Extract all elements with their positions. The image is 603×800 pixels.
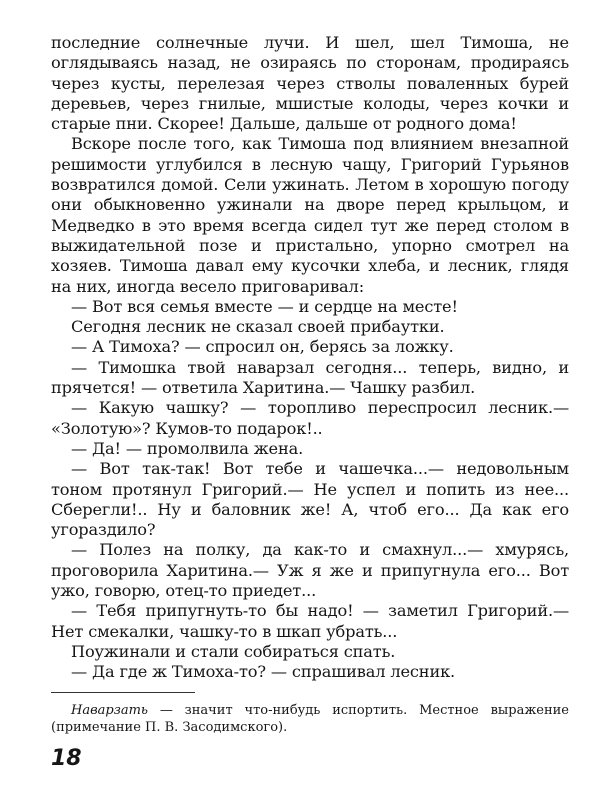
- paragraph: — Да где ж Тимоха-то? — спрашивал лесник.: [71, 662, 456, 682]
- paragraph: — Вот вся семья вместе — и сердце на месте!: [71, 296, 458, 316]
- paragraph: — Да! — промолвила жена.: [71, 438, 304, 458]
- paragraph: Сегодня лесник не сказал своей прибаутки.: [71, 317, 445, 337]
- paragraph: — Полез на полку, да как-то и смахнул...— хмурясь, проговорила Харитина.— Уж я же и припугнула его... Вот ужо, говорю, отец-то приедет...: [51, 540, 569, 601]
- footnote: [51, 702, 569, 736]
- paragraph: Вскоре после того, как Тимоша под влиянием внезапной решимости углубился в лесную чащу, Григорий Гурьянов возвратился домой. Сели ужинать. Летом в хорошую погоду они обыкновенно ужинали на дворе перед крыльцом, и Медведко в это время всегда сидел тут же перед столом в выжидательной позе и пристально, упорно смотрел на хозяев. Тимоша давал ему кусочки хлеба, и лесник, глядя на них, иногда весело приговаривал:: [51, 134, 569, 296]
- paragraph: — Какую чашку? — торопливо переспросил лесник.— «Золотую»? Кумов-то подарок!..: [51, 398, 569, 438]
- paragraph: — Тимошка твой наварзал сегодня... теперь, видно, и прячется! — ответила Харитина.— Чашку разбил.: [51, 357, 569, 398]
- footnote-text: — значит что-нибудь испортить. Местное выражение (примечание П. В. Засодимского).: [51, 703, 569, 735]
- paragraph: — А Тимоха? — спросил он, берясь за ложку.: [71, 337, 454, 357]
- paragraph: — Тебя припугнуть-то бы надо! — заметил Григорий.— Нет смекалки, чашку-то в шкап убрать...: [51, 601, 569, 641]
- paragraph: Поужинали и стали собираться спать.: [71, 641, 396, 661]
- paragraph: — Вот так-так! Вот тебе и чашечка...— недовольным тоном протянул Григорий.— Не успел и попить из нее... Сберегли!.. Ну и баловник же! А, чтоб его... Да как его угораздило?: [51, 459, 569, 540]
- paragraph: последние солнечные лучи. И шел, шел Тимоша, не оглядываясь назад, не озираясь по сторонам, продираясь через кусты, перелезая через стволы поваленных бурей деревьев, через гнилые, мшистые колоды, через кочки и старые пни. Скорее! Дальше, дальше от родного дома!: [51, 33, 569, 134]
- page-number: 18: [51, 746, 82, 771]
- footnote-divider: [51, 692, 195, 693]
- footnote-term: Наварзать: [71, 703, 148, 718]
- main-text: [51, 33, 569, 683]
